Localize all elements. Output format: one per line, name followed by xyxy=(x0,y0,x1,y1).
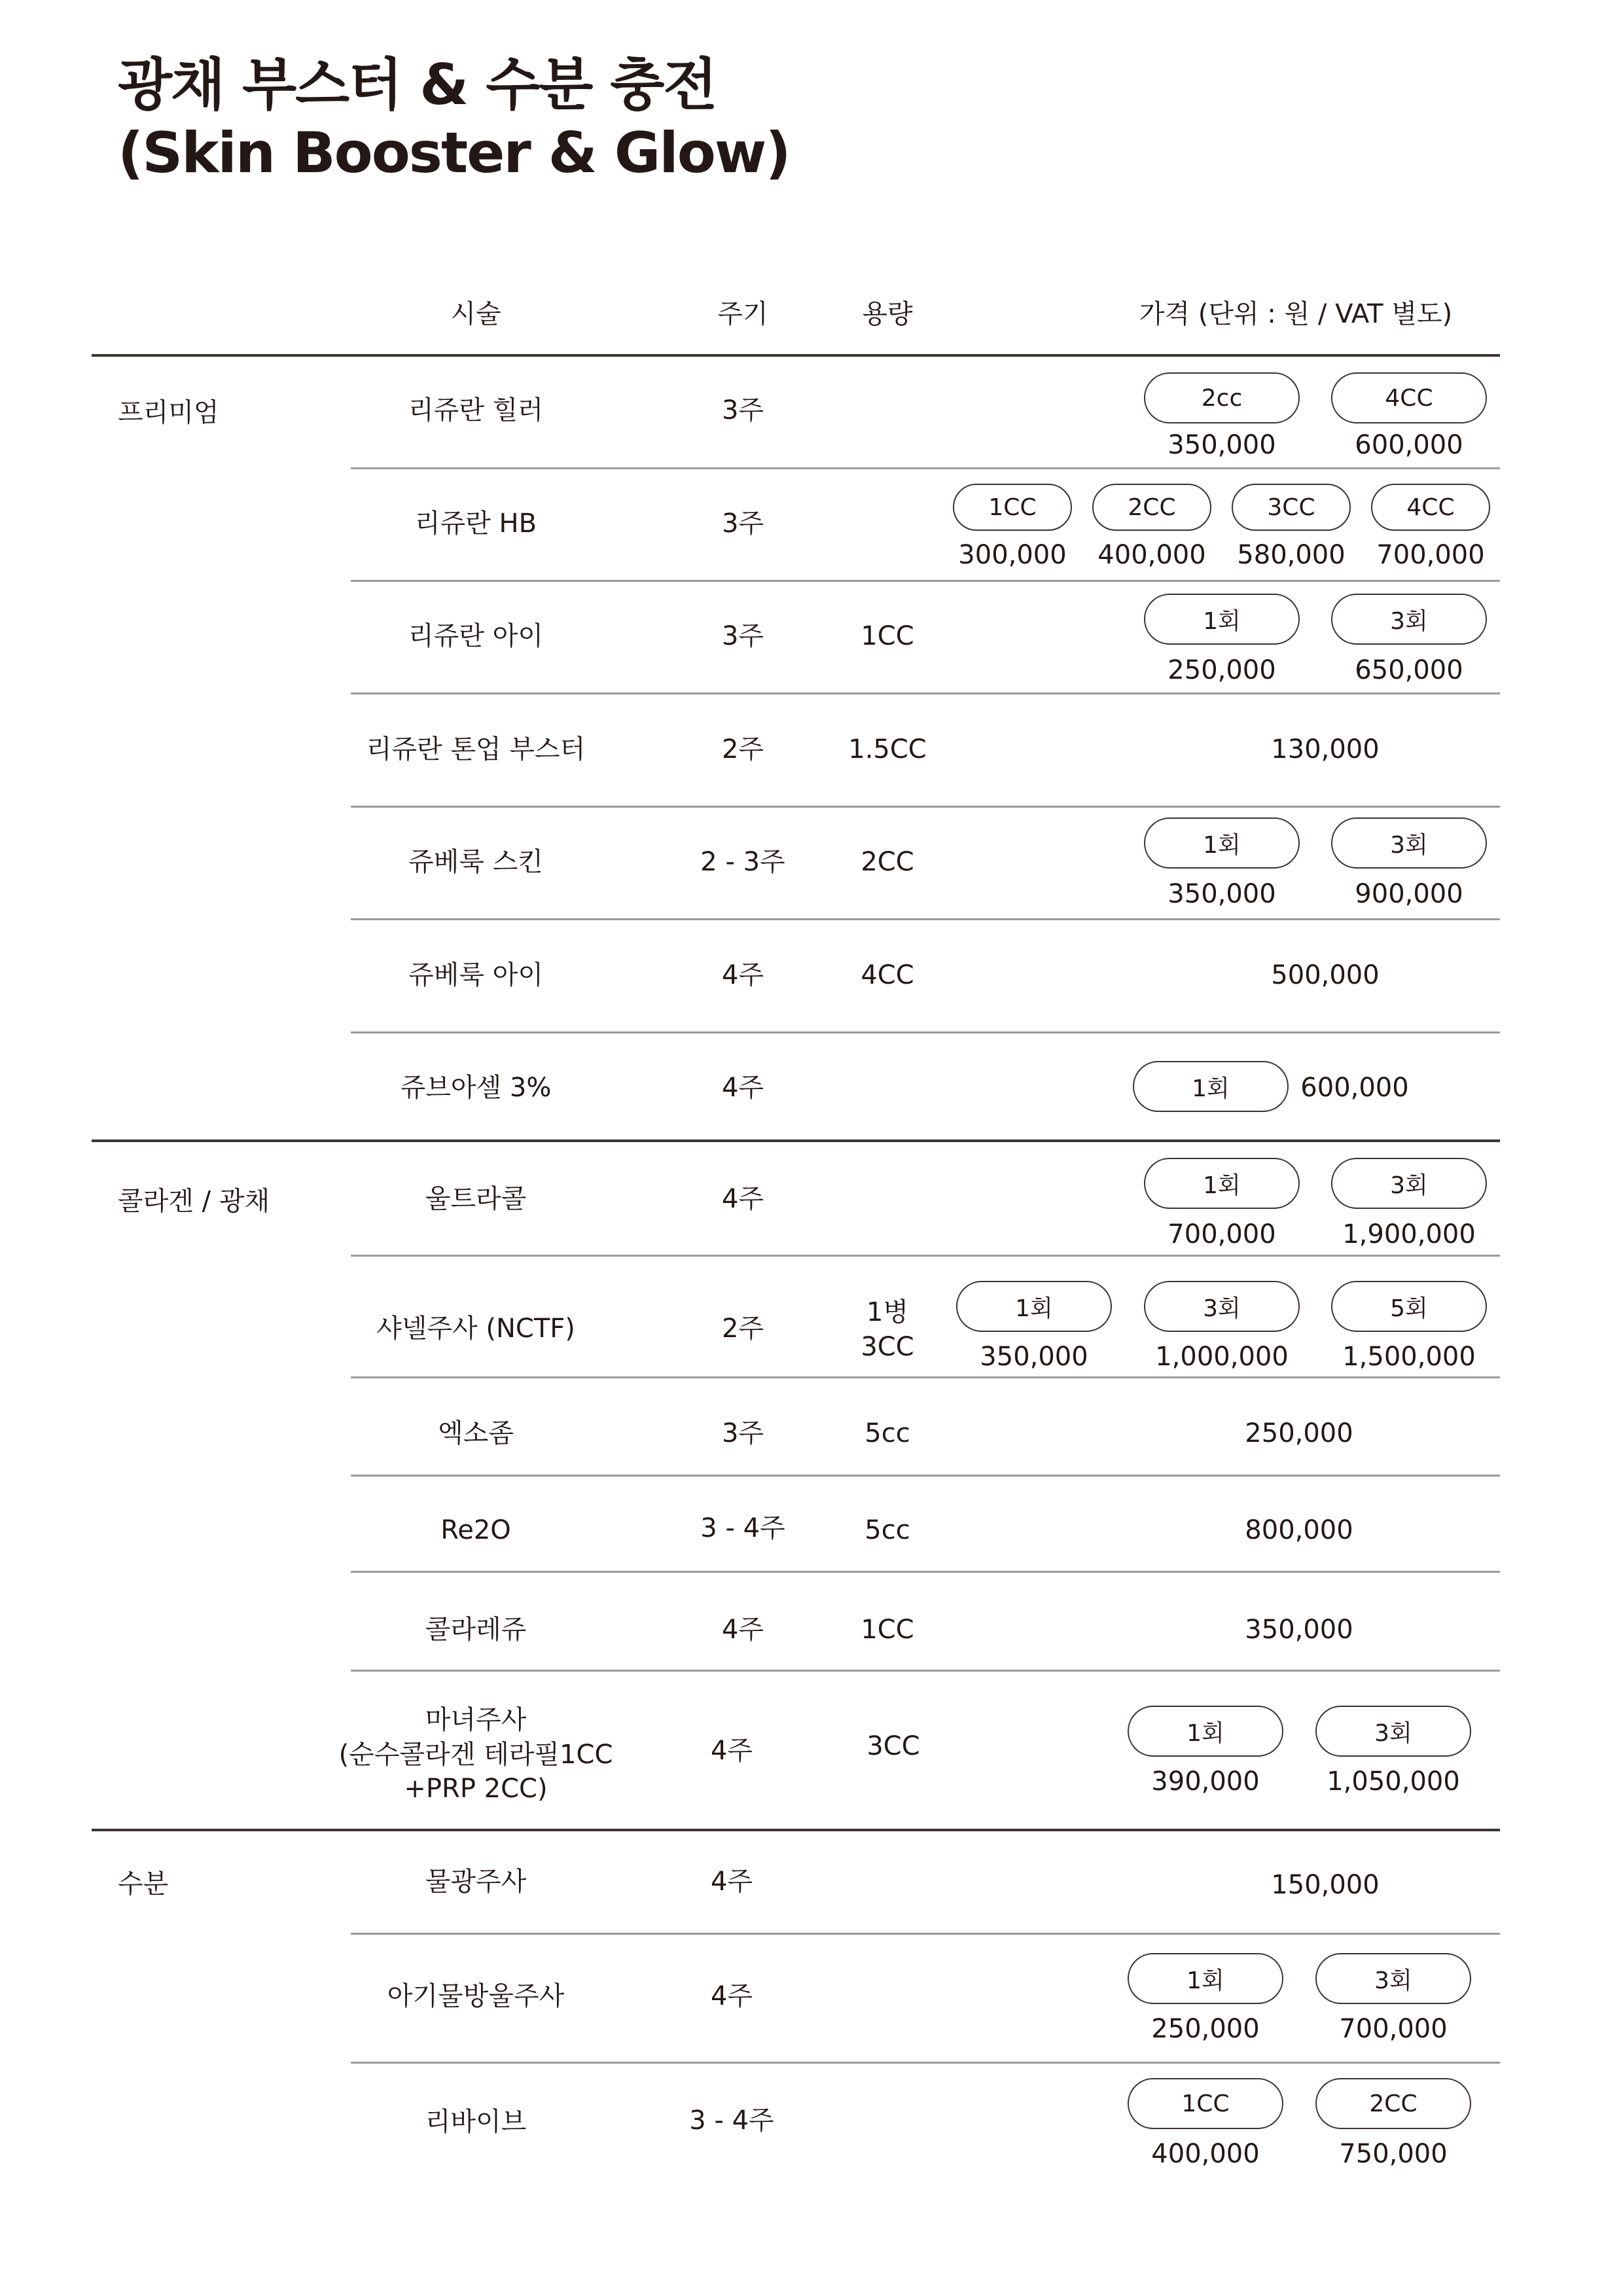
price: 600,000 xyxy=(1355,430,1463,460)
cycle: 4주 xyxy=(710,1867,753,1897)
option-pill[interactable]: 1회 xyxy=(1144,594,1300,645)
option-pill[interactable]: 3회 xyxy=(1331,1158,1487,1209)
page-title xyxy=(118,51,790,187)
column-header-procedure: 시술 xyxy=(450,299,501,329)
procedure-name: 리쥬란 아이 xyxy=(408,621,543,651)
option-pill[interactable]: 1CC xyxy=(953,484,1072,531)
volume: 5cc xyxy=(865,1418,910,1448)
procedure-name: 리쥬란 톤업 부스터 xyxy=(366,734,586,764)
row-divider xyxy=(351,580,1500,582)
category-premium: 프리미엄 xyxy=(118,397,219,428)
option-pill[interactable]: 1회 xyxy=(1128,1953,1283,2004)
row-divider xyxy=(351,1933,1500,1935)
option-pill[interactable]: 3CC xyxy=(1232,484,1351,531)
row-divider xyxy=(351,1571,1500,1573)
row-divider xyxy=(351,1376,1500,1378)
price: 580,000 xyxy=(1237,540,1346,570)
procedure-name: 리바이브 xyxy=(425,2107,527,2137)
price: 700,000 xyxy=(1376,540,1485,570)
procedure-name: 아기물방울주사 xyxy=(387,1981,565,2011)
row-divider xyxy=(351,1255,1500,1257)
price: 1,900,000 xyxy=(1342,1219,1476,1249)
price: 350,000 xyxy=(1168,430,1276,460)
price: 250,000 xyxy=(1168,655,1276,685)
procedure-name-line2: (순수콜라겐 테라필1CC xyxy=(338,1740,613,1770)
option-pill[interactable]: 3회 xyxy=(1144,1281,1300,1332)
price: 250,000 xyxy=(1151,2014,1260,2044)
option-pill[interactable]: 1회 xyxy=(1144,817,1300,869)
price: 130,000 xyxy=(1271,734,1380,764)
procedure-name: 물광주사 xyxy=(425,1867,527,1897)
option-pill[interactable]: 3회 xyxy=(1315,1953,1471,2004)
price: 350,000 xyxy=(1168,879,1276,909)
procedure-name: 쥬베룩 스킨 xyxy=(408,847,543,877)
option-pill[interactable]: 2CC xyxy=(1092,484,1211,531)
price: 300,000 xyxy=(958,540,1067,570)
section-divider xyxy=(92,1829,1500,1831)
row-divider xyxy=(351,467,1500,469)
row-divider xyxy=(351,1475,1500,1477)
row-divider xyxy=(351,918,1500,920)
option-pill[interactable]: 4CC xyxy=(1331,372,1487,423)
price: 350,000 xyxy=(980,1342,1088,1372)
price: 1,050,000 xyxy=(1327,1767,1460,1797)
volume-line1: 1병 xyxy=(866,1297,909,1327)
price: 750,000 xyxy=(1339,2139,1448,2169)
price: 900,000 xyxy=(1355,879,1463,909)
volume: 5cc xyxy=(865,1515,910,1545)
price: 250,000 xyxy=(1245,1418,1353,1448)
category-hydration: 수분 xyxy=(118,1869,169,1899)
option-pill[interactable]: 3회 xyxy=(1331,594,1487,645)
procedure-name: 리쥬란 힐러 xyxy=(408,395,543,425)
cycle: 4주 xyxy=(721,1073,764,1103)
procedure-name: 쥬브아셀 3% xyxy=(400,1073,552,1103)
cycle: 2 - 3주 xyxy=(700,847,785,877)
option-pill[interactable]: 2CC xyxy=(1315,2078,1471,2129)
option-pill[interactable]: 3회 xyxy=(1315,1706,1471,1757)
procedure-name: 엑소좀 xyxy=(438,1418,514,1448)
row-divider xyxy=(351,692,1500,694)
procedure-name: 리쥬란 HB xyxy=(414,509,537,539)
procedure-name-line1: 마녀주사 xyxy=(425,1705,527,1735)
price: 800,000 xyxy=(1245,1515,1353,1545)
procedure-name: Re2O xyxy=(440,1515,511,1545)
row-divider xyxy=(351,1031,1500,1033)
price: 700,000 xyxy=(1168,1219,1276,1249)
option-pill[interactable]: 1회 xyxy=(1128,1706,1283,1757)
price: 1,000,000 xyxy=(1155,1342,1289,1372)
cycle: 4주 xyxy=(710,1981,753,2011)
volume: 1CC xyxy=(861,621,914,651)
price: 350,000 xyxy=(1245,1615,1353,1645)
price: 400,000 xyxy=(1151,2139,1260,2169)
cycle: 2주 xyxy=(721,1314,764,1344)
option-pill[interactable]: 5회 xyxy=(1331,1281,1487,1332)
cycle: 3 - 4주 xyxy=(700,1513,785,1543)
price: 600,000 xyxy=(1300,1073,1409,1103)
cycle: 4주 xyxy=(721,960,764,990)
title-english: (Skin Booster & Glow) xyxy=(118,120,790,186)
price: 700,000 xyxy=(1339,2014,1448,2044)
procedure-name: 쥬베룩 아이 xyxy=(408,960,543,990)
option-pill[interactable]: 4CC xyxy=(1371,484,1490,531)
cycle: 3주 xyxy=(721,509,764,539)
header-divider xyxy=(92,354,1500,357)
title-korean: 광채 부스터 & 수분 충전 xyxy=(118,52,717,118)
volume: 2CC xyxy=(861,847,914,877)
price: 150,000 xyxy=(1271,1870,1380,1900)
row-divider xyxy=(351,2062,1500,2064)
volume: 1.5CC xyxy=(848,734,927,764)
volume: 1CC xyxy=(861,1615,914,1645)
cycle: 3 - 4주 xyxy=(689,2106,774,2136)
price: 500,000 xyxy=(1271,960,1380,990)
procedure-name: 샤넬주사 (NCTF) xyxy=(376,1314,575,1344)
price: 650,000 xyxy=(1355,655,1463,685)
column-header-price: 가격 (단위 : 원 / VAT 별도) xyxy=(1139,299,1453,329)
procedure-name-line3: +PRP 2CC) xyxy=(404,1774,548,1804)
cycle: 4주 xyxy=(710,1736,753,1766)
cycle: 3주 xyxy=(721,395,764,425)
procedure-name: 콜라레쥬 xyxy=(425,1615,527,1645)
cycle: 3주 xyxy=(721,621,764,651)
cycle: 2주 xyxy=(721,734,764,764)
price: 400,000 xyxy=(1097,540,1206,570)
row-divider xyxy=(351,806,1500,808)
procedure-name: 울트라콜 xyxy=(425,1184,527,1214)
price: 1,500,000 xyxy=(1342,1342,1476,1372)
price: 390,000 xyxy=(1151,1767,1260,1797)
option-pill[interactable]: 2cc xyxy=(1144,372,1300,423)
row-divider xyxy=(351,1670,1500,1672)
option-pill[interactable]: 1회 xyxy=(956,1281,1112,1332)
volume: 3CC xyxy=(866,1731,920,1761)
volume-line2: 3CC xyxy=(861,1332,914,1362)
option-pill[interactable]: 1회 xyxy=(1144,1158,1300,1209)
option-pill[interactable]: 1회 xyxy=(1133,1061,1289,1112)
section-divider xyxy=(92,1139,1500,1142)
option-pill[interactable]: 3회 xyxy=(1331,817,1487,869)
cycle: 4주 xyxy=(721,1615,764,1645)
column-header-cycle: 주기 xyxy=(717,299,768,329)
volume: 4CC xyxy=(861,960,914,990)
option-pill[interactable]: 1CC xyxy=(1128,2078,1283,2129)
cycle: 3주 xyxy=(721,1418,764,1448)
column-header-volume: 용량 xyxy=(862,299,913,329)
category-collagen: 콜라겐 / 광채 xyxy=(118,1186,270,1217)
cycle: 4주 xyxy=(721,1184,764,1214)
